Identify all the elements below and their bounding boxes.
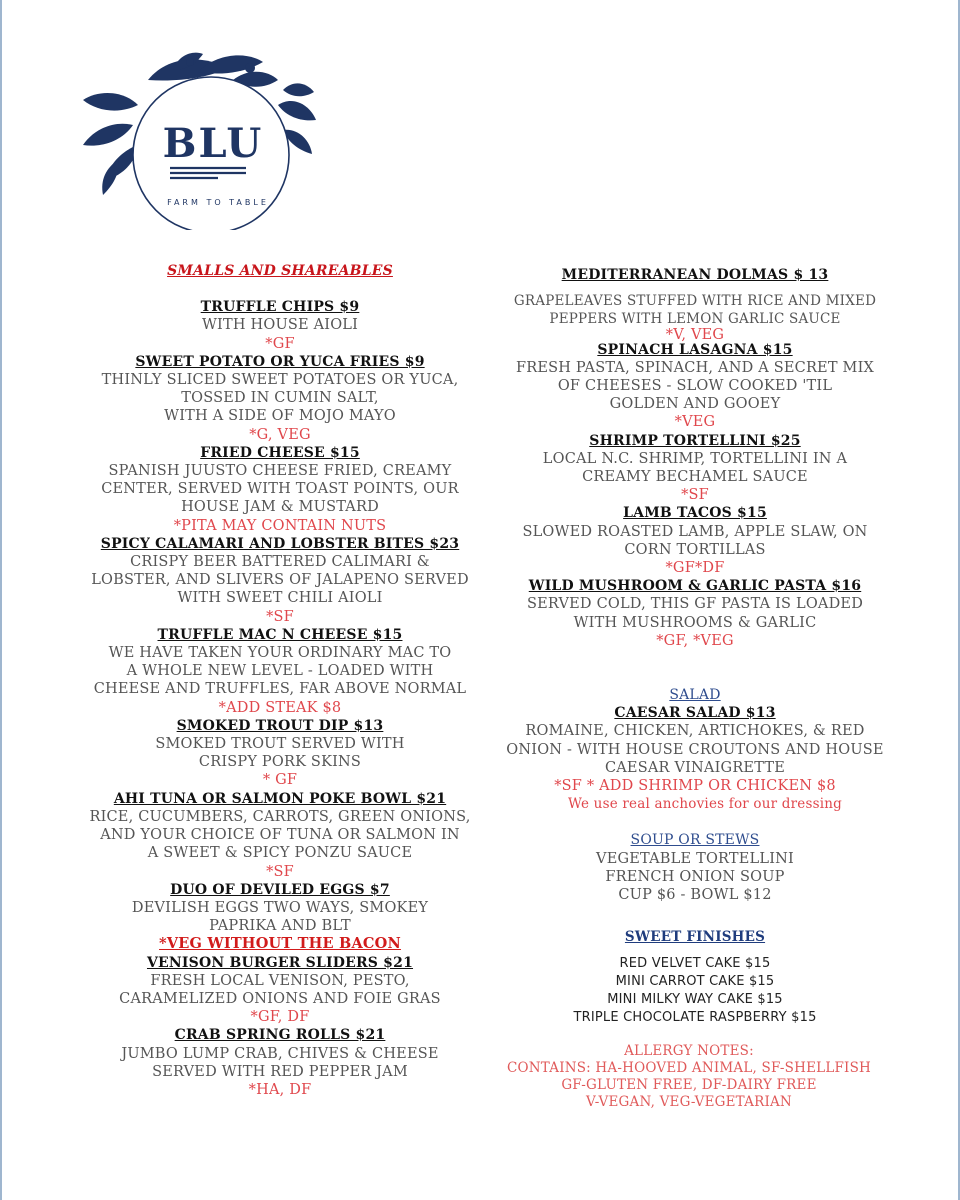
item-desc: CRISPY PORK SKINS: [198, 754, 362, 771]
item-tag: *ADD STEAK $8: [218, 699, 342, 716]
item-desc: GOLDEN AND GOOEY: [609, 396, 781, 413]
item-desc: A SWEET & SPICY PONZU SAUCE: [147, 845, 413, 862]
item-title: MEDITERRANEAN DOLMAS $ 13: [561, 267, 829, 283]
allergy-line: V-VEGAN, VEG-VEGETARIAN: [586, 1094, 792, 1111]
item-desc: LOCAL N.C. SHRIMP, TORTELLINI IN A: [542, 450, 848, 467]
item-desc: JUMBO LUMP CRAB, CHIVES & CHEESE: [121, 1045, 439, 1062]
menu-item-dolmas: [500, 266, 890, 341]
item-desc: LOBSTER, AND SLIVERS OF JALAPENO SERVED: [91, 572, 469, 589]
sweet-item: TRIPLE CHOCOLATE RASPBERRY $15: [573, 1010, 817, 1026]
menu-item-poke-bowl: [70, 790, 490, 881]
item-desc: WITH HOUSE AIOLI: [201, 317, 359, 334]
sweets-section: [500, 928, 890, 1027]
item-tag: *GF, DF: [250, 1009, 310, 1026]
item-tag: *SF: [266, 608, 294, 625]
item-desc: HOUSE JAM & MUSTARD: [181, 499, 379, 516]
item-desc: GRAPELEAVES STUFFED WITH RICE AND MIXED: [513, 293, 877, 310]
item-desc: CRISPY BEER BATTERED CALIMARI &: [130, 554, 430, 571]
menu-item-mushroom-pasta: [500, 577, 890, 650]
item-desc: CAESAR VINAIGRETTE: [604, 759, 786, 776]
menu-item-shrimp-tortellini: [500, 432, 890, 505]
item-desc: A WHOLE NEW LEVEL - LOADED WITH: [126, 663, 434, 680]
item-desc: WITH SWEET CHILI AIOLI: [177, 590, 383, 607]
item-title: FRIED CHEESE $15: [200, 444, 360, 461]
item-desc: CORN TORTILLAS: [624, 541, 766, 558]
item-tag: *SF * ADD SHRIMP OR CHICKEN $8: [554, 778, 836, 795]
item-tag: *SF: [681, 487, 709, 504]
item-desc: CENTER, SERVED WITH TOAST POINTS, OUR: [101, 481, 459, 498]
item-desc: FRESH LOCAL VENISON, PESTO,: [150, 972, 410, 989]
item-title: TRUFFLE MAC N CHEESE $15: [157, 626, 403, 643]
item-desc: FRESH PASTA, SPINACH, AND A SECRET MIX: [515, 359, 875, 376]
menu-item-trout-dip: [70, 717, 490, 790]
item-desc: SMOKED TROUT SERVED WITH: [155, 736, 405, 753]
soup-section: [500, 831, 890, 904]
menu-item-truffle-chips: [70, 298, 490, 353]
item-title: VENISON BURGER SLIDERS $21: [146, 954, 414, 971]
page-border-left: [0, 0, 2, 1200]
item-tag: *VEG WITHOUT THE BACON: [159, 935, 401, 953]
item-desc: TOSSED IN CUMIN SALT,: [181, 390, 379, 407]
item-desc: PEPPERS WITH LEMON GARLIC SAUCE: [549, 311, 841, 328]
item-title: LAMB TACOS $15: [623, 505, 767, 522]
item-desc: SERVED COLD, THIS GF PASTA IS LOADED: [526, 596, 864, 613]
sweets-heading: SWEET FINISHES: [624, 929, 766, 946]
item-desc: DEVILISH EGGS TWO WAYS, SMOKEY: [131, 899, 429, 916]
item-tag: *HA, DF: [248, 1081, 312, 1098]
item-desc: SERVED WITH RED PEPPER JAM: [152, 1063, 408, 1080]
smalls-column: [70, 262, 490, 1099]
item-title: SMOKED TROUT DIP $13: [176, 717, 384, 734]
allergy-line: GF-GLUTEN FREE, DF-DAIRY FREE: [561, 1077, 817, 1094]
brand-tagline: FARM TO TABLE: [167, 198, 269, 207]
item-desc: AND YOUR CHOICE OF TUNA OR SALMON IN: [100, 827, 460, 844]
item-desc: SLOWED ROASTED LAMB, APPLE SLAW, ON: [522, 523, 868, 540]
menu-item-mac-n-cheese: [70, 626, 490, 717]
item-desc: ONION - WITH HOUSE CROUTONS AND HOUSE: [506, 741, 884, 758]
mains-column: [500, 266, 890, 1111]
item-tag: *VEG: [674, 414, 716, 431]
menu-item-spinach-lasagna: [500, 341, 890, 432]
soup-heading: SOUP OR STEWS: [630, 832, 760, 849]
item-desc: RICE, CUCUMBERS, CARROTS, GREEN ONIONS,: [89, 808, 471, 825]
item-tag: *GF*DF: [665, 560, 725, 577]
item-title: WILD MUSHROOM & GARLIC PASTA $16: [528, 578, 862, 595]
item-title: CRAB SPRING ROLLS $21: [174, 1027, 386, 1044]
item-desc: SPANISH JUUSTO CHEESE FRIED, CREAMY: [108, 463, 452, 480]
item-desc: WITH MUSHROOMS & GARLIC: [573, 614, 817, 631]
salad-section: [500, 686, 890, 813]
item-desc: THINLY SLICED SWEET POTATOES OR YUCA,: [101, 372, 459, 389]
item-desc: CREAMY BECHAMEL SAUCE: [582, 469, 808, 486]
item-title: SWEET POTATO OR YUCA FRIES $9: [135, 353, 425, 370]
item-tag: *GF: [265, 335, 295, 352]
brand-name: BLU: [162, 120, 264, 167]
allergy-notes: [488, 1043, 890, 1111]
item-tag: *PITA MAY CONTAIN NUTS: [173, 517, 387, 534]
item-title: TRUFFLE CHIPS $9: [200, 299, 360, 316]
salad-heading: SALAD: [669, 687, 721, 704]
item-title: AHI TUNA OR SALMON POKE BOWL $21: [113, 790, 447, 807]
item-title: DUO OF DEVILED EGGS $7: [170, 881, 390, 898]
item-tag: *G, VEG: [249, 426, 311, 443]
sweet-item: MINI MILKY WAY CAKE $15: [607, 991, 783, 1007]
blu-logo: [78, 50, 318, 230]
menu-item-fries: [70, 353, 490, 444]
menu-item-lamb-tacos: [500, 504, 890, 577]
soup-item: VEGETABLE TORTELLINI: [596, 850, 794, 867]
menu-item-calamari: [70, 535, 490, 626]
item-title: SHRIMP TORTELLINI $25: [589, 432, 801, 449]
menu-item-deviled-eggs: [70, 881, 490, 954]
item-desc: PAPRIKA AND BLT: [209, 918, 351, 935]
item-tag: *SF: [266, 863, 294, 880]
item-desc: CHEESE AND TRUFFLES, FAR ABOVE NORMAL: [93, 681, 467, 698]
salad-note: We use real anchovies for our dressing: [568, 796, 842, 813]
item-desc: WE HAVE TAKEN YOUR ORDINARY MAC TO: [108, 645, 452, 662]
allergy-line: ALLERGY NOTES:: [624, 1043, 754, 1060]
sweet-item: RED VELVET CAKE $15: [619, 955, 771, 971]
smalls-heading: SMALLS AND SHAREABLES: [167, 263, 393, 279]
item-desc: CARAMELIZED ONIONS AND FOIE GRAS: [119, 990, 441, 1007]
menu-item-fried-cheese: [70, 444, 490, 535]
soup-item: FRENCH ONION SOUP: [605, 868, 785, 885]
item-title: SPICY CALAMARI AND LOBSTER BITES $23: [100, 535, 460, 552]
allergy-line: CONTAINS: HA-HOOVED ANIMAL, SF-SHELLFISH: [506, 1060, 872, 1077]
menu-item-crab-rolls: [70, 1026, 490, 1099]
item-tag: * GF: [262, 772, 298, 789]
item-desc: ROMAINE, CHICKEN, ARTICHOKES, & RED: [525, 723, 865, 740]
item-tag: *V, VEG: [665, 326, 725, 343]
menu-item-venison-sliders: [70, 954, 490, 1027]
item-title: SPINACH LASAGNA $15: [597, 341, 793, 358]
item-tag: *GF, *VEG: [656, 632, 734, 649]
item-desc: WITH A SIDE OF MOJO MAYO: [164, 408, 396, 425]
item-desc: OF CHEESES - SLOW COOKED 'TIL: [557, 378, 833, 395]
item-title: CAESAR SALAD $13: [614, 705, 776, 722]
soup-item: CUP $6 - BOWL $12: [618, 887, 772, 904]
sweet-item: MINI CARROT CAKE $15: [615, 973, 775, 989]
